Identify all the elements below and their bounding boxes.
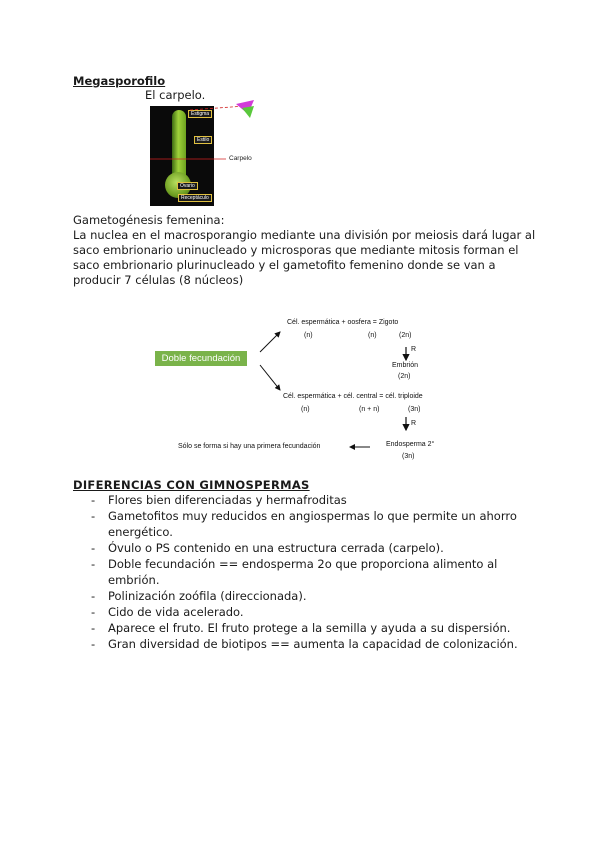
diagram-row1: Cél. espermática + oosfera = Zigoto — [287, 319, 399, 326]
list-item: - Cido de vida acelerado. — [91, 605, 244, 619]
diagram-endosperma: Endosperma 2° — [386, 441, 435, 448]
gametogenesis-line-3: saco embrionario plurinucleado y el gametofito femenino donde se van a — [73, 258, 496, 272]
gametogenesis-title: Gametogénesis femenina: — [73, 213, 225, 227]
label-receptaculo: Receptáculo — [178, 194, 212, 202]
list-item: - Óvulo o PS contenido en una estructura cerrada (carpelo). — [91, 541, 444, 555]
list-item: - Aparece el fruto. El fruto protege a la semilla y ayuda a su dispersión. — [91, 621, 511, 635]
diagram-r2: R — [411, 420, 417, 427]
diagram-row1-2n: (2n) — [399, 332, 412, 339]
gametogenesis-line-4: producir 7 células (8 núcleos) — [73, 273, 244, 287]
carpel-subtitle: El carpelo. — [145, 88, 206, 102]
carpel-pointer-lines — [150, 100, 270, 210]
diagram-row1-n1: (n) — [304, 332, 313, 339]
diagram-row1-n2: (n) — [368, 332, 377, 339]
diagram-note: Sólo se forma si hay una primera fecundación — [178, 443, 321, 450]
differences-list — [91, 492, 551, 652]
section-heading-megasporofilo: Megasporofilo — [73, 74, 166, 88]
diagram-row2-3n: (3n) — [408, 406, 421, 413]
label-estigma: Estigma — [188, 110, 212, 118]
list-item: - Gran diversidad de biotipos == aumenta la capacidad de colonización. — [91, 637, 518, 651]
diagram-row2: Cél. espermática + cél. central = cél. triploide — [283, 393, 423, 400]
diagram-row2-nn: (n + n) — [359, 406, 380, 413]
doble-fecundacion-box: Doble fecundación — [155, 351, 247, 366]
diagram-r1: R — [411, 346, 417, 353]
gametogenesis-line-2: saco embrionario uninucleado y microsporas que mediante mitosis forman el — [73, 243, 519, 257]
label-ovario: Ovario — [177, 182, 198, 190]
list-item: - Gametofitos muy reducidos en angiospermas lo que permite un ahorro energético. — [91, 509, 517, 539]
list-item: - Polinización zoófila (direccionada). — [91, 589, 307, 603]
list-item: - Doble fecundación == endosperma 2o que proporciona alimento al embrión. — [91, 557, 498, 587]
diagram-endosperma-3n: (3n) — [402, 453, 415, 460]
label-estilo: Estilo — [194, 136, 212, 144]
diagram-row2-n: (n) — [301, 406, 310, 413]
differences-heading: DIFERENCIAS CON GIMNOSPERMAS — [73, 478, 310, 492]
diagram-embrion: Embrión — [392, 362, 419, 369]
list-item: - Flores bien diferenciadas y hermafroditas — [91, 493, 347, 507]
gametogenesis-line-1: La nuclea en el macrosporangio mediante una división por meiosis dará lugar al — [73, 228, 536, 242]
label-carpelo: Carpelo — [229, 155, 252, 162]
diagram-embrion-2n: (2n) — [398, 373, 411, 380]
